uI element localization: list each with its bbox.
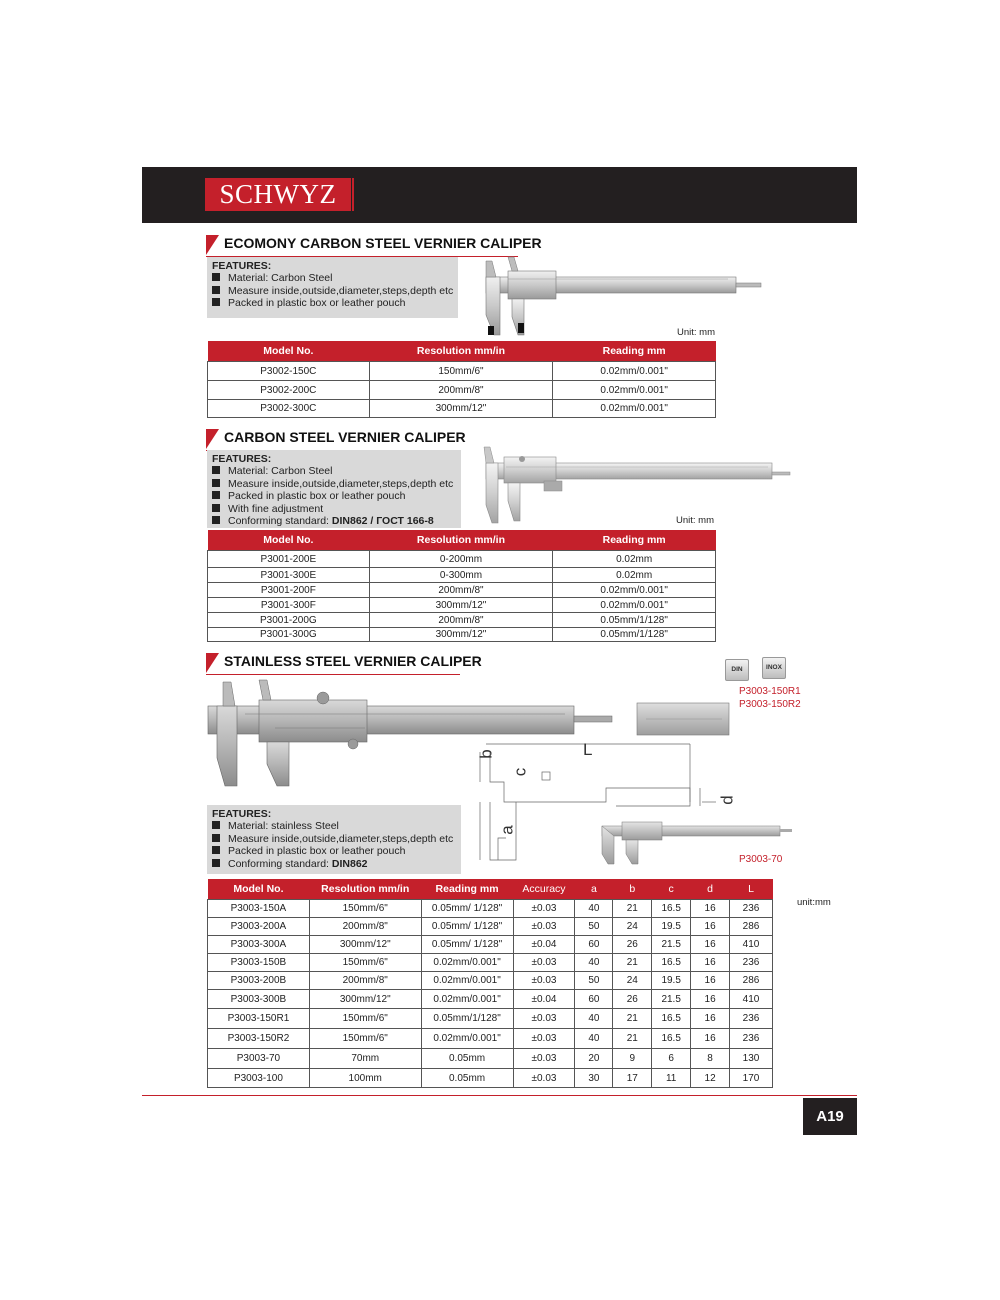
dimension-label-d: d bbox=[717, 795, 737, 805]
table-cell: P3001-300F bbox=[208, 598, 370, 613]
feature-item: Packed in plastic box or leather pouch bbox=[212, 297, 458, 310]
model-label: P3003-150R2 bbox=[739, 699, 801, 710]
table-cell: 236 bbox=[730, 954, 773, 972]
spec-table-economy bbox=[207, 341, 716, 418]
caliper-image-carbon bbox=[472, 445, 794, 530]
unit-label: Unit: mm bbox=[676, 515, 714, 526]
table-cell: 50 bbox=[575, 918, 613, 936]
table-cell: P3001-200E bbox=[208, 551, 370, 568]
table-cell: 300mm/12" bbox=[309, 936, 421, 954]
table-cell: ±0.04 bbox=[513, 936, 575, 954]
features-heading: FEATURES: bbox=[212, 808, 272, 820]
table-cell: 16.5 bbox=[652, 954, 691, 972]
table-row bbox=[208, 990, 773, 1009]
section-title-text: CARBON STEEL VERNIER CALIPER bbox=[224, 429, 466, 445]
dimension-label-b: b bbox=[476, 749, 496, 759]
table-cell: 0.02mm/0.001" bbox=[553, 598, 716, 613]
table-row bbox=[208, 400, 716, 418]
table-cell: 8 bbox=[691, 1049, 730, 1069]
table-cell: 0.02mm/0.001" bbox=[553, 400, 716, 418]
table-cell: 16.5 bbox=[652, 900, 691, 918]
table-cell: 16 bbox=[691, 972, 730, 990]
table-cell: 0.02mm/0.001" bbox=[421, 1029, 513, 1049]
table-cell: 21.5 bbox=[652, 990, 691, 1009]
standard-value: DIN862 bbox=[331, 857, 368, 870]
table-cell: 21 bbox=[613, 1029, 652, 1049]
table-cell: 26 bbox=[613, 990, 652, 1009]
feature-item: Material: stainless Steel bbox=[212, 820, 461, 833]
feature-item: Measure inside,outside,diameter,steps,depth etc bbox=[212, 285, 458, 298]
section-title-carbon bbox=[206, 429, 466, 451]
table-cell: 236 bbox=[730, 900, 773, 918]
features-box-stainless bbox=[207, 805, 461, 874]
table-cell: ±0.03 bbox=[513, 1069, 575, 1088]
table-row bbox=[208, 568, 716, 583]
table-cell: 300mm/12" bbox=[369, 598, 553, 613]
table-cell: 0.05mm/ 1/128" bbox=[421, 900, 513, 918]
model-label: P3003-70 bbox=[739, 854, 783, 865]
unit-label: Unit: mm bbox=[677, 327, 715, 338]
case-image bbox=[636, 702, 731, 736]
table-cell: P3003-150R2 bbox=[208, 1029, 310, 1049]
features-box-economy bbox=[207, 257, 458, 318]
table-cell: 16 bbox=[691, 900, 730, 918]
table-cell: 170 bbox=[730, 1069, 773, 1088]
table-cell: 40 bbox=[575, 900, 613, 918]
features-heading: FEATURES: bbox=[212, 453, 272, 465]
table-cell: 21 bbox=[613, 954, 652, 972]
table-cell: 21 bbox=[613, 1009, 652, 1029]
table-cell: P3003-300A bbox=[208, 936, 310, 954]
standard-prefix: Conforming standard: bbox=[228, 515, 332, 527]
table-cell: P3001-200F bbox=[208, 583, 370, 598]
spec-table-stainless bbox=[207, 879, 773, 1088]
table-cell: P3002-300C bbox=[208, 400, 370, 418]
brand-logo: SCHWYZ bbox=[205, 178, 351, 211]
table-cell: 150mm/6" bbox=[309, 1029, 421, 1049]
table-cell: P3001-200G bbox=[208, 613, 370, 628]
col-header: Reading mm bbox=[553, 530, 716, 551]
feature-item-standard bbox=[212, 858, 461, 871]
table-row bbox=[208, 598, 716, 613]
feature-item: Measure inside,outside,diameter,steps,depth etc bbox=[212, 478, 461, 491]
table-cell: ±0.03 bbox=[513, 972, 575, 990]
table-row bbox=[208, 1069, 773, 1088]
table-cell: 0.05mm/ 1/128" bbox=[421, 936, 513, 954]
table-cell: 11 bbox=[652, 1069, 691, 1088]
features-heading: FEATURES: bbox=[212, 260, 272, 272]
table-cell: P3003-100 bbox=[208, 1069, 310, 1088]
feature-item: Material: Carbon Steel bbox=[212, 272, 458, 285]
dimension-label-a: a bbox=[497, 825, 517, 835]
table-cell: 0.02mm/0.001" bbox=[553, 362, 716, 381]
table-cell: ±0.03 bbox=[513, 900, 575, 918]
table-cell: 0.05mm/ 1/128" bbox=[421, 918, 513, 936]
col-header: Model No. bbox=[208, 341, 370, 362]
table-cell: 0.02mm bbox=[553, 568, 716, 583]
title-flag bbox=[206, 429, 219, 449]
table-cell: 236 bbox=[730, 1029, 773, 1049]
table-cell: 0.02mm/0.001" bbox=[553, 381, 716, 400]
table-cell: 0.02mm bbox=[553, 551, 716, 568]
col-header: L bbox=[730, 879, 773, 900]
table-cell: ±0.03 bbox=[513, 1049, 575, 1069]
table-cell: 40 bbox=[575, 1009, 613, 1029]
feature-item: With fine adjustment bbox=[212, 503, 461, 516]
table-cell: 70mm bbox=[309, 1049, 421, 1069]
table-row bbox=[208, 583, 716, 598]
unit-label: unit:mm bbox=[797, 897, 831, 908]
table-cell: P3001-300E bbox=[208, 568, 370, 583]
table-cell: 0.02mm/0.001" bbox=[421, 954, 513, 972]
col-header: Reading mm bbox=[553, 341, 716, 362]
table-cell: 150mm/6" bbox=[309, 1009, 421, 1029]
col-header: Model No. bbox=[208, 530, 370, 551]
col-header: Accuracy bbox=[513, 879, 575, 900]
table-cell: 60 bbox=[575, 936, 613, 954]
table-cell: 0.05mm/1/128" bbox=[553, 613, 716, 628]
col-header: Model No. bbox=[208, 879, 310, 900]
table-cell: 40 bbox=[575, 1029, 613, 1049]
table-cell: 0.05mm/1/128" bbox=[421, 1009, 513, 1029]
table-cell: 6 bbox=[652, 1049, 691, 1069]
table-cell: 130 bbox=[730, 1049, 773, 1069]
table-cell: P3003-150R1 bbox=[208, 1009, 310, 1029]
table-cell: 286 bbox=[730, 972, 773, 990]
title-flag bbox=[206, 653, 219, 673]
table-cell: 0.05mm bbox=[421, 1069, 513, 1088]
model-label: P3003-150R1 bbox=[739, 686, 801, 697]
table-row bbox=[208, 936, 773, 954]
table-row bbox=[208, 551, 716, 568]
table-cell: ±0.03 bbox=[513, 918, 575, 936]
table-cell: ±0.04 bbox=[513, 990, 575, 1009]
standard-prefix: Conforming standard: bbox=[228, 857, 332, 870]
table-cell: 16 bbox=[691, 936, 730, 954]
section-title-text: ECOMONY CARBON STEEL VERNIER CALIPER bbox=[224, 235, 542, 251]
table-cell: P3003-200A bbox=[208, 918, 310, 936]
table-row bbox=[208, 972, 773, 990]
table-cell: 300mm/12" bbox=[369, 628, 553, 642]
caliper-image-economy bbox=[478, 255, 768, 340]
features-box-carbon bbox=[207, 450, 461, 528]
table-cell: 19.5 bbox=[652, 972, 691, 990]
col-header: Resolution mm/in bbox=[309, 879, 421, 900]
table-row bbox=[208, 613, 716, 628]
table-cell: P3002-200C bbox=[208, 381, 370, 400]
page-number: A19 bbox=[803, 1098, 857, 1135]
brand-divider bbox=[352, 178, 354, 211]
table-row bbox=[208, 1029, 773, 1049]
table-cell: 200mm/8" bbox=[369, 613, 553, 628]
section-title-text: STAINLESS STEEL VERNIER CALIPER bbox=[224, 653, 482, 669]
table-cell: 16 bbox=[691, 918, 730, 936]
table-cell: 17 bbox=[613, 1069, 652, 1088]
table-cell: 0-200mm bbox=[369, 551, 553, 568]
table-cell: 410 bbox=[730, 990, 773, 1009]
table-cell: 21.5 bbox=[652, 936, 691, 954]
table-cell: 0.02mm/0.001" bbox=[421, 990, 513, 1009]
col-header: Resolution mm/in bbox=[369, 530, 553, 551]
table-cell: 60 bbox=[575, 990, 613, 1009]
dimension-label-c: c bbox=[510, 767, 530, 777]
table-cell: 0.02mm/0.001" bbox=[553, 583, 716, 598]
table-row bbox=[208, 1009, 773, 1029]
section-title-economy bbox=[206, 235, 542, 257]
table-cell: 200mm/8" bbox=[369, 583, 553, 598]
table-cell: 16 bbox=[691, 1029, 730, 1049]
feature-item-standard bbox=[212, 515, 461, 528]
col-header: b bbox=[613, 879, 652, 900]
table-cell: 30 bbox=[575, 1069, 613, 1088]
table-cell: 286 bbox=[730, 918, 773, 936]
table-cell: 150mm/6" bbox=[369, 362, 553, 381]
table-row bbox=[208, 918, 773, 936]
table-cell: 0.05mm/1/128" bbox=[553, 628, 716, 642]
table-cell: 0.02mm/0.001" bbox=[421, 972, 513, 990]
table-cell: P3003-70 bbox=[208, 1049, 310, 1069]
table-cell: 24 bbox=[613, 972, 652, 990]
table-cell: 21 bbox=[613, 900, 652, 918]
footer-divider bbox=[142, 1095, 857, 1096]
table-row bbox=[208, 628, 716, 642]
table-cell: 26 bbox=[613, 936, 652, 954]
table-cell: P3003-150B bbox=[208, 954, 310, 972]
table-row bbox=[208, 900, 773, 918]
table-cell: 300mm/12" bbox=[309, 990, 421, 1009]
feature-item: Packed in plastic box or leather pouch bbox=[212, 845, 461, 858]
col-header: c bbox=[652, 879, 691, 900]
table-cell: 16.5 bbox=[652, 1029, 691, 1049]
table-cell: P3001-300G bbox=[208, 628, 370, 642]
table-cell: 150mm/6" bbox=[309, 954, 421, 972]
table-cell: 16 bbox=[691, 990, 730, 1009]
table-row bbox=[208, 954, 773, 972]
table-header-row bbox=[208, 341, 716, 362]
table-row bbox=[208, 381, 716, 400]
dimension-label-L: L bbox=[583, 740, 593, 759]
table-row bbox=[208, 1049, 773, 1069]
table-cell: ±0.03 bbox=[513, 954, 575, 972]
din-badge-icon: DIN bbox=[725, 659, 749, 681]
table-header-row bbox=[208, 530, 716, 551]
table-cell: 16 bbox=[691, 954, 730, 972]
section-title-stainless bbox=[206, 653, 482, 675]
feature-item: Material: Carbon Steel bbox=[212, 465, 461, 478]
table-cell: P3003-150A bbox=[208, 900, 310, 918]
table-cell: 100mm bbox=[309, 1069, 421, 1088]
table-cell: P3002-150C bbox=[208, 362, 370, 381]
table-cell: 300mm/12" bbox=[369, 400, 553, 418]
table-row bbox=[208, 362, 716, 381]
table-cell: 12 bbox=[691, 1069, 730, 1088]
table-cell: 20 bbox=[575, 1049, 613, 1069]
feature-item: Measure inside,outside,diameter,steps,depth etc bbox=[212, 833, 461, 846]
col-header: Resolution mm/in bbox=[369, 341, 553, 362]
table-cell: 0-300mm bbox=[369, 568, 553, 583]
table-cell: 9 bbox=[613, 1049, 652, 1069]
table-cell: 24 bbox=[613, 918, 652, 936]
table-cell: ±0.03 bbox=[513, 1009, 575, 1029]
table-cell: 16.5 bbox=[652, 1009, 691, 1029]
table-cell: 19.5 bbox=[652, 918, 691, 936]
table-cell: 0.05mm bbox=[421, 1049, 513, 1069]
table-cell: 150mm/6" bbox=[309, 900, 421, 918]
col-header: Reading mm bbox=[421, 879, 513, 900]
table-cell: P3003-200B bbox=[208, 972, 310, 990]
table-cell: 200mm/8" bbox=[309, 972, 421, 990]
inox-badge-icon: INOX bbox=[762, 657, 786, 679]
table-cell: ±0.03 bbox=[513, 1029, 575, 1049]
table-cell: 410 bbox=[730, 936, 773, 954]
table-cell: 236 bbox=[730, 1009, 773, 1029]
table-cell: P3003-300B bbox=[208, 990, 310, 1009]
table-cell: 16 bbox=[691, 1009, 730, 1029]
table-header-row bbox=[208, 879, 773, 900]
col-header: a bbox=[575, 879, 613, 900]
feature-item: Packed in plastic box or leather pouch bbox=[212, 490, 461, 503]
spec-table-carbon bbox=[207, 530, 716, 642]
title-underline bbox=[206, 674, 460, 675]
table-cell: 200mm/8" bbox=[369, 381, 553, 400]
table-cell: 50 bbox=[575, 972, 613, 990]
table-cell: 200mm/8" bbox=[309, 918, 421, 936]
table-cell: 40 bbox=[575, 954, 613, 972]
title-flag bbox=[206, 235, 219, 255]
standard-value: DIN862 / ГОСТ 166-8 bbox=[331, 515, 434, 527]
col-header: d bbox=[691, 879, 730, 900]
